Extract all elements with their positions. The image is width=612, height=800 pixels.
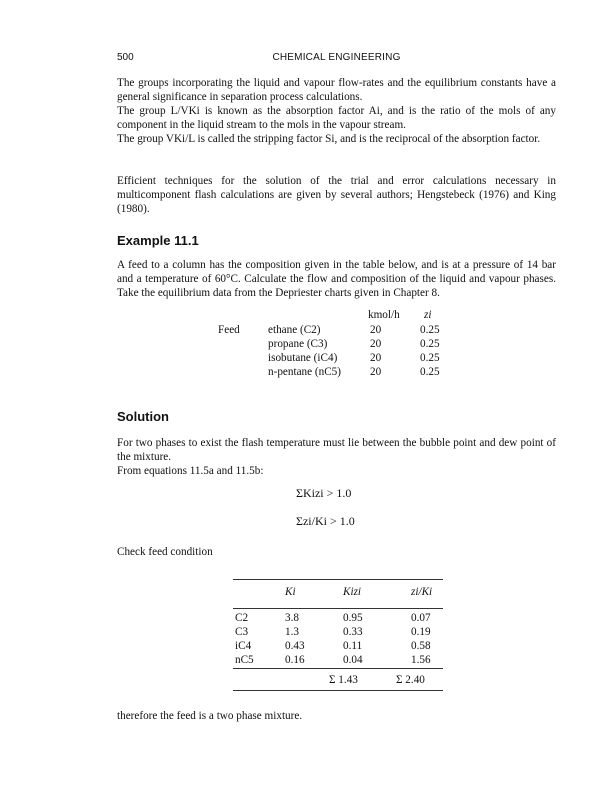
k-cell: 0.16: [285, 654, 305, 666]
results-header-kz: Kizi: [343, 586, 362, 598]
example-text: [117, 258, 556, 300]
component-cell: nC5: [235, 654, 254, 666]
feed-flow: 20: [370, 338, 382, 350]
table-rule-top: [233, 579, 443, 580]
conclusion-text: therefore the feed is a two phase mixture.: [117, 710, 303, 722]
paragraph-3: [117, 132, 556, 146]
paragraph-1: [117, 76, 556, 104]
solution-paragraph: For two phases to exist the flash temperature must lie between the bubble point and dew point of the mixture.: [117, 437, 556, 463]
paragraph-2: [117, 104, 556, 132]
solution-text: [117, 436, 556, 464]
paragraph-text: The group L/VKi is known as the absorption factor Ai, and is the ratio of the mols of any component in the liquid stream to the mols in the vapour stream.: [117, 105, 556, 131]
kz-cell: 0.04: [343, 654, 363, 666]
table-row: [233, 654, 443, 668]
sum-zk: Σ 2.40: [396, 674, 425, 686]
table-row: [233, 626, 443, 640]
feed-component: propane (C3): [268, 338, 328, 350]
feed-flow: 20: [370, 324, 382, 336]
feed-table-header-flow: kmol/h: [368, 309, 400, 321]
equation-sum-kz: ΣKizi > 1.0: [296, 486, 352, 500]
example-paragraph: A feed to a column has the composition given in the table below, and is at a pressure of 14 bar and a temperature of 60°C. Calculate the flow and composition of the liquid and vapour phases. Take the equilibrium data from the Depriester charts given in Chapter 8.: [117, 259, 556, 299]
k-cell: 3.8: [285, 612, 299, 624]
kz-cell: 0.11: [343, 640, 363, 652]
feed-z: 0.25: [420, 352, 440, 364]
k-cell: 0.43: [285, 640, 305, 652]
k-cell: 1.3: [285, 626, 299, 638]
component-cell: iC4: [235, 640, 252, 652]
equations-intro-text: From equations 11.5a and 11.5b:: [117, 465, 264, 477]
component-cell: C2: [235, 612, 249, 624]
zk-cell: 0.58: [411, 640, 431, 652]
table-row: [233, 612, 443, 626]
paragraph-text: Efficient techniques for the solution of the trial and error calculations necessary in multicomponent flash calculations are given by several authors; Hengstebeck (1976) and King (1980).: [117, 175, 556, 215]
feed-flow: 20: [370, 366, 382, 378]
feed-z: 0.25: [420, 338, 440, 350]
feed-table-row: [268, 338, 468, 352]
feed-table-row: [268, 324, 468, 338]
table-rule-sum: [233, 668, 443, 669]
running-title: CHEMICAL ENGINEERING: [272, 52, 401, 63]
table-rule-header: [233, 608, 443, 609]
feed-table-row: [268, 352, 468, 366]
feed-flow: 20: [370, 352, 382, 364]
zk-cell: 0.19: [411, 626, 431, 638]
results-header-zk: zi/Ki: [411, 586, 433, 598]
feed-label: Feed: [218, 324, 240, 336]
results-table: [233, 579, 443, 691]
solution-equations-intro: [117, 464, 556, 478]
table-rule-bottom: [233, 690, 443, 691]
example-heading: Example 11.1: [117, 233, 199, 248]
page-header: [117, 52, 556, 68]
kz-cell: 0.95: [343, 612, 363, 624]
paragraph-4: [117, 174, 556, 216]
check-feed-label: Check feed condition: [117, 546, 213, 558]
kz-cell: 0.33: [343, 626, 363, 638]
zk-cell: 0.07: [411, 612, 431, 624]
equation-sum-zk: Σzi/Ki > 1.0: [296, 514, 355, 528]
feed-z: 0.25: [420, 324, 440, 336]
feed-component: isobutane (iC4): [268, 352, 338, 364]
feed-table-row: [268, 366, 468, 380]
paragraph-text: The groups incorporating the liquid and vapour flow-rates and the equilibrium constants have a general significance in separation process calculations.: [117, 77, 556, 103]
feed-component: ethane (C2): [268, 324, 321, 336]
paragraph-text: The group VKi/L is called the stripping factor Si, and is the reciprocal of the absorption factor.: [117, 133, 541, 145]
feed-z: 0.25: [420, 366, 440, 378]
feed-component: n-pentane (nC5): [268, 366, 342, 378]
component-cell: C3: [235, 626, 249, 638]
results-header-k: Ki: [285, 586, 296, 598]
solution-heading: Solution: [117, 409, 169, 424]
page-number: 500: [117, 52, 134, 63]
feed-table-header-z: zi: [424, 309, 432, 321]
table-row: [233, 640, 443, 654]
zk-cell: 1.56: [411, 654, 431, 666]
sum-kz: Σ 1.43: [329, 674, 358, 686]
